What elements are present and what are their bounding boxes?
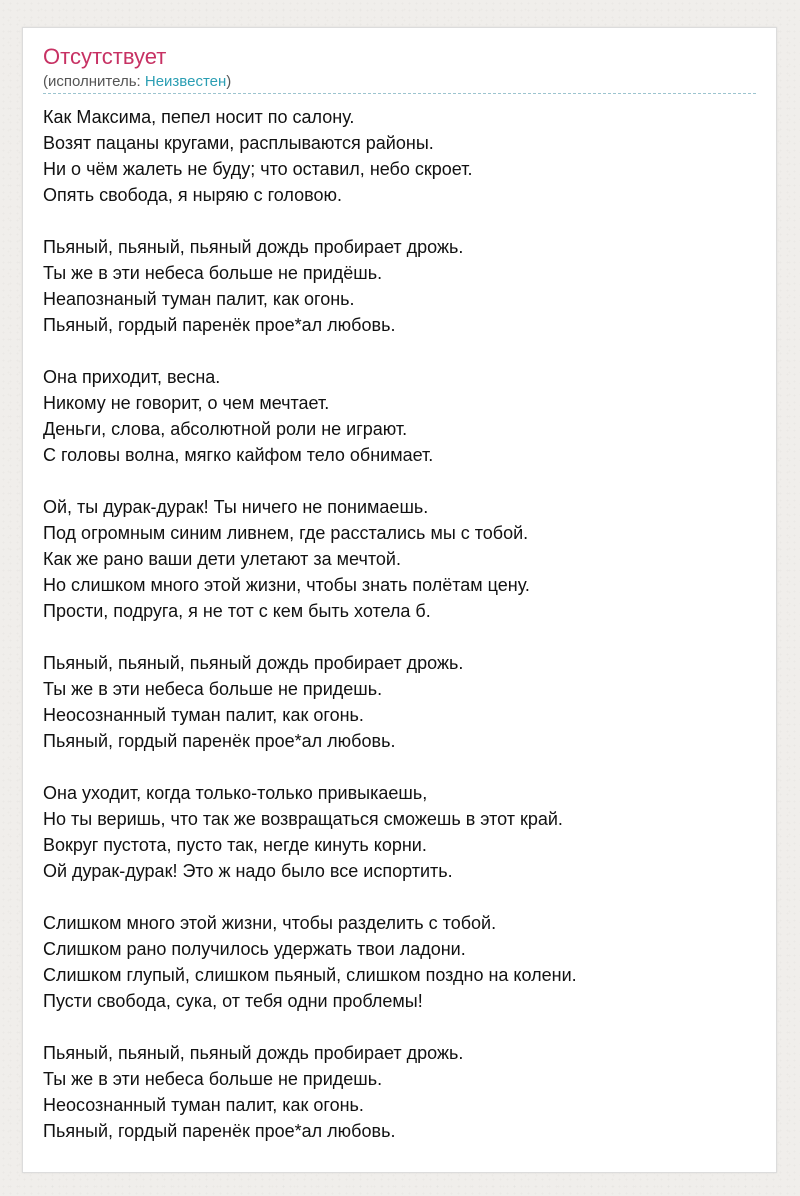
lyrics-line: Ты же в эти небеса больше не придешь. [43, 1069, 383, 1089]
lyrics-line: Ой, ты дурак-дурак! Ты ничего не понимаешь. [43, 497, 429, 517]
lyrics-line: Пьяный, гордый паренёк прое*ал любовь. [43, 731, 396, 751]
lyrics-line: Пьяный, гордый паренёк прое*ал любовь. [43, 1121, 396, 1141]
artist-prefix: (исполнитель: [43, 73, 145, 90]
lyrics-line: Ты же в эти небеса больше не придешь. [43, 679, 383, 699]
lyrics-line: С головы волна, мягко кайфом тело обнимает. [43, 445, 434, 465]
lyrics-line: Но слишком много этой жизни, чтобы знать полётам цену. [43, 575, 530, 595]
lyrics-line: Пьяный, пьяный, пьяный дождь пробирает дрожь. [43, 237, 464, 257]
lyrics-line: Слишком рано получилось удержать твои ладони. [43, 939, 466, 959]
lyrics-line: Прости, подруга, я не тот с кем быть хотела б. [43, 601, 431, 621]
lyrics-line: Неосознанный туман палит, как огонь. [43, 1095, 364, 1115]
lyrics-line: Пьяный, гордый паренёк прое*ал любовь. [43, 315, 396, 335]
lyrics-line: Ой дурак-дурак! Это ж надо было все испортить. [43, 861, 453, 881]
lyrics-stanza [43, 910, 577, 1014]
lyrics-line: Ни о чём жалеть не буду; что оставил, небо скроет. [43, 159, 473, 179]
lyrics-line: Неосознанный туман палит, как огонь. [43, 705, 364, 725]
lyrics-line: Она приходит, весна. [43, 367, 221, 387]
lyrics-line: Слишком глупый, слишком пьяный, слишком поздно на колени. [43, 965, 577, 985]
lyrics-line: Она уходит, когда только-только привыкаешь, [43, 783, 428, 803]
lyrics-stanza [43, 364, 577, 468]
lyrics-line: Но ты веришь, что так же возвращаться сможешь в этот край. [43, 809, 563, 829]
lyrics-line: Как Максима, пепел носит по салону. [43, 107, 355, 127]
lyrics-line: Пьяный, пьяный, пьяный дождь пробирает дрожь. [43, 1043, 464, 1063]
lyrics-line: Ты же в эти небеса больше не придёшь. [43, 263, 383, 283]
lyrics-stanza [43, 104, 577, 208]
lyrics-line: Пусти свобода, сука, от тебя одни проблемы! [43, 991, 423, 1011]
lyrics-stanza [43, 780, 577, 884]
lyrics-line: Возят пацаны кругами, расплываются районы. [43, 133, 434, 153]
lyrics-line: Никому не говорит, о чем мечтает. [43, 393, 330, 413]
lyrics-card [22, 27, 777, 1173]
artist-line [43, 72, 231, 92]
lyrics-line: Как же рано ваши дети улетают за мечтой. [43, 549, 401, 569]
lyrics-line: Опять свобода, я ныряю с головою. [43, 185, 342, 205]
artist-link[interactable]: Неизвестен [144, 73, 227, 90]
lyrics-stanza [43, 650, 577, 754]
lyrics-line: Пьяный, пьяный, пьяный дождь пробирает дрожь. [43, 653, 464, 673]
lyrics-line: Вокруг пустота, пусто так, негде кинуть корни. [43, 835, 427, 855]
lyrics-stanza [43, 494, 577, 624]
song-title: Отсутствует [43, 44, 167, 69]
title-divider [43, 93, 756, 94]
artist-suffix: ) [226, 73, 232, 90]
lyrics-line: Слишком много этой жизни, чтобы разделить с тобой. [43, 913, 497, 933]
lyrics-line: Под огромным синим ливнем, где расстались мы с тобой. [43, 523, 529, 543]
lyrics-body [43, 104, 577, 1170]
lyrics-line: Деньги, слова, абсолютной роли не играют. [43, 419, 408, 439]
lyrics-stanza [43, 1040, 577, 1144]
lyrics-stanza [43, 234, 577, 338]
lyrics-line: Неапознаный туман палит, как огонь. [43, 289, 355, 309]
